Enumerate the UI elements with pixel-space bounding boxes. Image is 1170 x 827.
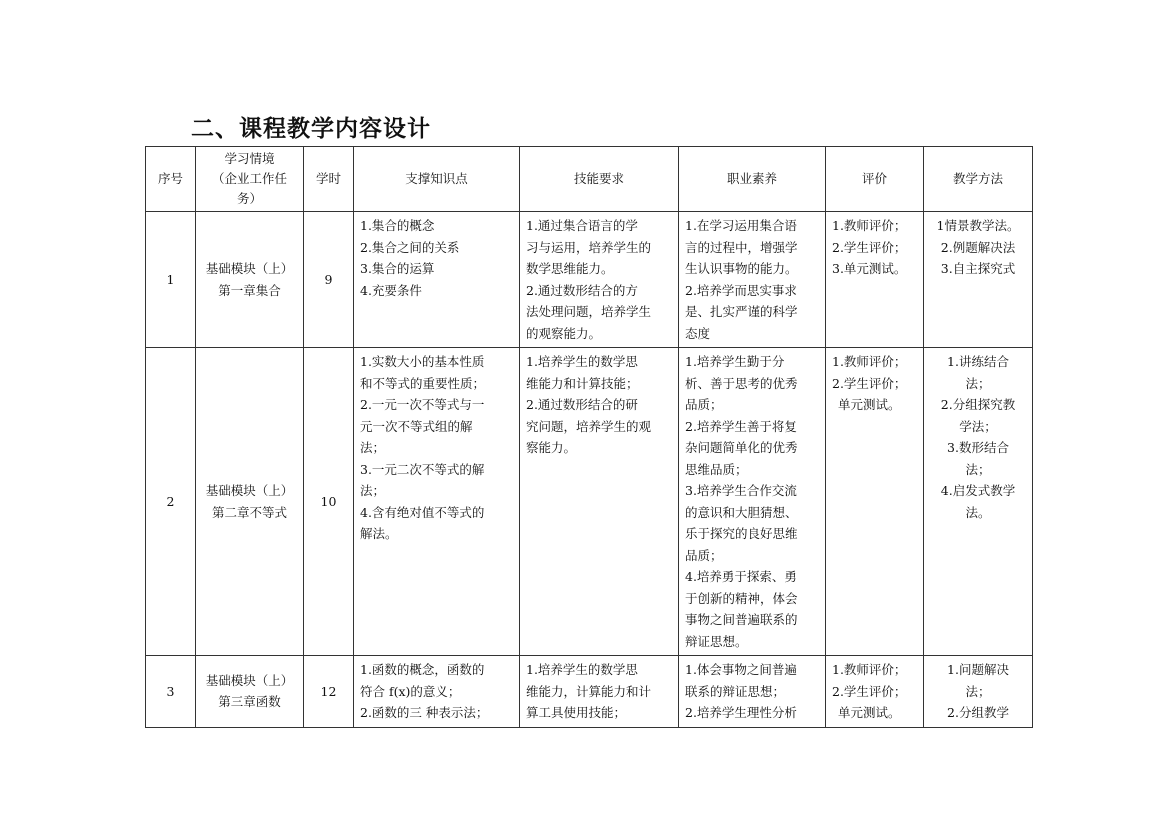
cell-line: 杂问题简单化的优秀	[685, 440, 798, 455]
cell-line: 维能力，计算能力和计	[526, 683, 652, 699]
cell-line: 究问题，培养学生的观	[526, 418, 652, 434]
cell-line: 学法；	[959, 418, 997, 434]
row-context-line: 基础模块（上）	[205, 261, 294, 276]
cell-line: 4.启发式教学	[940, 483, 1016, 498]
cell-line: 1.集合的概念	[360, 218, 435, 233]
header-skills: 技能要求	[520, 147, 679, 212]
row-quality	[679, 212, 826, 348]
cell-line: 2.培养学而思实事求	[685, 282, 797, 298]
cell-line: 辩证思想。	[685, 633, 748, 649]
cell-line: 态度	[685, 325, 711, 341]
header-seq: 序号	[146, 147, 196, 212]
cell-line: 1.在学习运用集合语	[685, 218, 797, 233]
cell-line: 3.一元二次不等式的解	[360, 461, 485, 477]
cell-line: 法；	[965, 375, 991, 391]
row-hours: 9	[304, 212, 354, 348]
cell-line: 的观察能力。	[526, 325, 602, 341]
cell-line: 法处理问题，培养学生	[526, 304, 652, 319]
cell-line: 单元测试。	[838, 705, 901, 720]
cell-line: 1.培养学生的数学思	[526, 662, 638, 677]
cell-line: 2.学生评价；	[832, 239, 907, 255]
cell-line: 2.培养学生理性分析	[685, 705, 797, 720]
cell-line: 品质；	[685, 397, 723, 412]
cell-line: 1.问题解决	[947, 662, 1009, 677]
header-hours: 学时	[304, 147, 354, 212]
cell-line: 1.函数的概念，函数的	[360, 662, 485, 677]
cell-line: 元一次不等式组的解	[360, 418, 473, 434]
cell-line: 和不等式的重要性质；	[360, 375, 486, 391]
header-evaluation: 评价	[826, 147, 924, 212]
row-skills	[520, 348, 679, 656]
cell-line: 于创新的精神，体会	[685, 590, 798, 606]
row-method	[924, 656, 1033, 728]
row-evaluation	[826, 348, 924, 656]
cell-line: 3.数形结合	[947, 440, 1009, 455]
cell-line: 算工具使用技能；	[526, 705, 627, 720]
cell-line: 1情景教学法。	[936, 218, 1020, 233]
header-context-line: 学习情境	[224, 151, 275, 166]
cell-line: 3.单元测试。	[832, 261, 907, 276]
cell-line: 1.教师评价；	[832, 662, 907, 677]
cell-line: 生认识事物的能力。	[685, 261, 798, 276]
cell-line: 联系的辩证思想；	[685, 683, 786, 699]
cell-line: 3.培养学生合作交流	[685, 483, 797, 498]
header-quality: 职业素养	[679, 147, 826, 212]
row-context-line: 基础模块（上）	[205, 672, 294, 688]
cell-line: 2.学生评价；	[832, 375, 907, 391]
cell-line: 法。	[965, 504, 991, 520]
table-row	[146, 348, 1033, 656]
cell-line: 2.集合之间的关系	[360, 239, 460, 255]
cell-line: 单元测试。	[838, 397, 901, 412]
course-content-table	[145, 146, 1033, 728]
row-context	[196, 348, 304, 656]
cell-line: 品质；	[685, 547, 723, 563]
cell-line: 1.教师评价；	[832, 218, 907, 233]
cell-line: 察能力。	[526, 440, 577, 455]
row-context-line: 第三章函数	[218, 694, 281, 710]
cell-line: 1.通过集合语言的学	[526, 218, 638, 233]
row-context-line: 第一章集合	[218, 282, 281, 298]
row-knowledge	[354, 656, 520, 728]
row-method	[924, 212, 1033, 348]
row-knowledge	[354, 212, 520, 348]
row-knowledge	[354, 348, 520, 656]
row-seq: 3	[146, 656, 196, 728]
cell-line: 言的过程中，增强学	[685, 239, 798, 255]
cell-line: 2.例题解决法	[940, 239, 1016, 255]
table-row	[146, 656, 1033, 728]
cell-line: 是、扎实严谨的科学	[685, 304, 798, 319]
row-context-line: 基础模块（上）	[205, 483, 294, 498]
cell-line: 符合 f(x)的意义；	[360, 683, 461, 699]
page-title: 二、课程教学内容设计	[191, 116, 431, 142]
row-quality	[679, 656, 826, 728]
header-context	[196, 147, 304, 212]
cell-line: 的意识和大胆猜想、	[685, 504, 798, 520]
row-quality	[679, 348, 826, 656]
cell-line: 2.一元一次不等式与一	[360, 397, 485, 412]
cell-line: 法；	[360, 440, 386, 455]
row-context	[196, 212, 304, 348]
cell-line: 维能力和计算技能；	[526, 375, 639, 391]
cell-line: 1.实数大小的基本性质	[360, 354, 485, 369]
cell-line: 法；	[965, 683, 991, 699]
cell-line: 1.讲练结合	[947, 354, 1009, 369]
cell-line: 数学思维能力。	[526, 261, 614, 276]
row-evaluation	[826, 656, 924, 728]
row-method	[924, 348, 1033, 656]
cell-line: 1.教师评价；	[832, 354, 907, 369]
row-skills	[520, 212, 679, 348]
header-knowledge: 支撑知识点	[354, 147, 520, 212]
cell-line: 4.含有绝对值不等式的	[360, 504, 485, 520]
header-context-line: （企业工作任	[211, 171, 287, 186]
row-seq: 1	[146, 212, 196, 348]
row-hours: 10	[304, 348, 354, 656]
table-header-row	[146, 147, 1033, 212]
cell-line: 1.体会事物之间普遍	[685, 662, 797, 677]
cell-line: 法；	[360, 483, 386, 498]
header-context-line: 务）	[236, 191, 262, 206]
row-hours: 12	[304, 656, 354, 728]
cell-line: 思维品质；	[685, 461, 748, 477]
cell-line: 解法。	[360, 526, 398, 541]
cell-line: 1.培养学生的数学思	[526, 354, 638, 369]
row-context	[196, 656, 304, 728]
cell-line: 4.充要条件	[360, 282, 422, 298]
cell-line: 4.培养勇于探索、勇	[685, 569, 797, 584]
cell-line: 2.分组教学	[947, 705, 1009, 720]
cell-line: 2.函数的三 种表示法；	[360, 705, 489, 720]
cell-line: 2.学生评价；	[832, 683, 907, 699]
cell-line: 2.培养学生善于将复	[685, 418, 797, 434]
header-method: 教学方法	[924, 147, 1033, 212]
row-context-line: 第二章不等式	[211, 504, 287, 520]
cell-line: 1.培养学生勤于分	[685, 354, 785, 369]
cell-line: 2.通过数形结合的研	[526, 397, 638, 412]
row-seq: 2	[146, 348, 196, 656]
cell-line: 2.通过数形结合的方	[526, 282, 638, 298]
cell-line: 3.自主探究式	[940, 261, 1016, 276]
table-row	[146, 212, 1033, 348]
cell-line: 法；	[965, 461, 991, 477]
row-evaluation	[826, 212, 924, 348]
cell-line: 2.分组探究教	[940, 397, 1016, 412]
cell-line: 习与运用，培养学生的	[526, 239, 652, 255]
cell-line: 析、善于思考的优秀	[685, 375, 798, 391]
cell-line: 3.集合的运算	[360, 261, 435, 276]
cell-line: 事物之间普遍联系的	[685, 612, 798, 627]
cell-line: 乐于探究的良好思维	[685, 526, 798, 541]
row-skills	[520, 656, 679, 728]
